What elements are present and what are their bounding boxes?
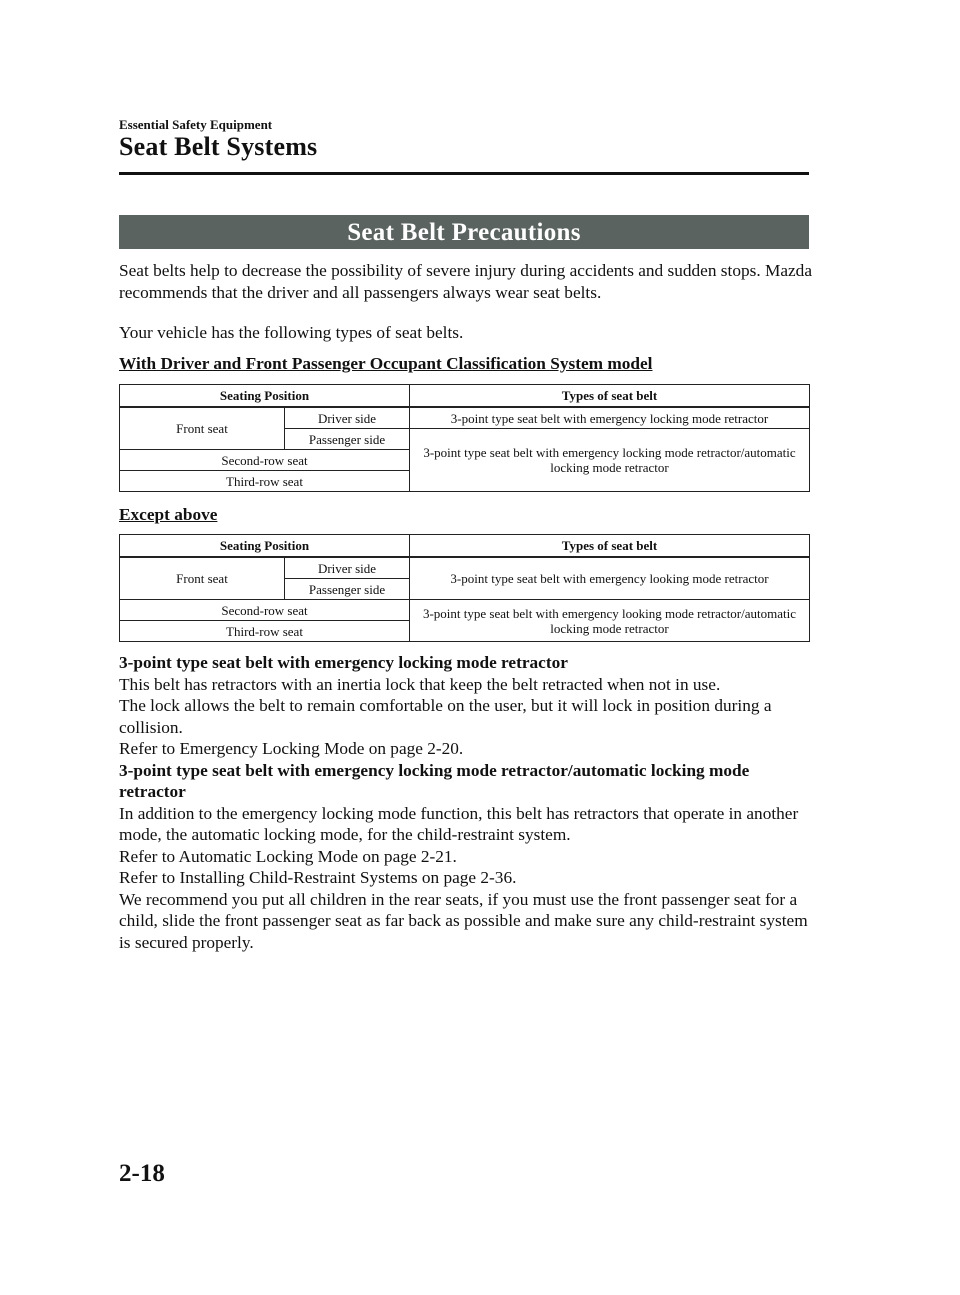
chapter-title: Seat Belt Systems — [119, 132, 318, 161]
alr-title: 3-point type seat belt with emergency locking mode retractor/automatic locking mode retractor — [119, 760, 750, 801]
body-text — [119, 652, 819, 953]
belt-type-cell: 3-point type seat belt with emergency looking mode retractor — [410, 557, 810, 600]
table-header-row — [120, 385, 810, 408]
child-restraint-reference: Refer to Installing Child-Restraint Systems on page 2-36. — [119, 868, 517, 887]
driver-side-cell: Driver side — [285, 407, 410, 429]
section-label: Essential Safety Equipment — [119, 117, 273, 132]
third-row-cell: Third-row seat — [120, 471, 410, 492]
belt-type-cell: 3-point type seat belt with emergency locking mode retractor/automatic locking mode retractor — [410, 429, 810, 492]
col-seating-position: Seating Position — [120, 535, 410, 558]
table1-heading: With Driver and Front Passenger Occupant Classification System model — [119, 354, 653, 373]
driver-side-cell: Driver side — [285, 557, 410, 579]
table-row — [120, 600, 810, 621]
section-banner: Seat Belt Precautions — [119, 215, 809, 249]
second-row-cell: Second-row seat — [120, 600, 410, 621]
elr-title: 3-point type seat belt with emergency locking mode retractor — [119, 653, 568, 672]
col-seating-position: Seating Position — [120, 385, 410, 408]
table-row — [120, 407, 810, 429]
seat-belt-table-ocs — [119, 384, 810, 492]
passenger-side-cell: Passenger side — [285, 579, 410, 600]
front-seat-cell: Front seat — [120, 407, 285, 450]
col-types-of-seat-belt: Types of seat belt — [410, 385, 810, 408]
page-number: 2-18 — [119, 1160, 165, 1187]
alr-line: In addition to the emergency locking mode function, this belt has retractors that operate in another mode, the automatic locking mode, for the child-restraint system. — [119, 803, 799, 844]
belt-type-cell: 3-point type seat belt with emergency looking mode retractor/automatic locking mode retractor — [410, 600, 810, 642]
elr-line: This belt has retractors with an inertia lock that keep the belt retracted when not in use. — [119, 674, 721, 694]
elr-line: The lock allows the belt to remain comfortable on the user, but it will lock in position during a collision. — [119, 696, 772, 737]
col-types-of-seat-belt: Types of seat belt — [410, 535, 810, 558]
second-row-cell: Second-row seat — [120, 450, 410, 471]
intro-types-line: Your vehicle has the following types of seat belts. — [119, 323, 464, 342]
belt-type-cell: 3-point type seat belt with emergency locking mode retractor — [410, 407, 810, 429]
table-row — [120, 557, 810, 579]
table-header-row — [120, 535, 810, 558]
child-seat-recommendation: We recommend you put all children in the rear seats, if you must use the front passenger seat for a child, slide the front passenger seat as far back as possible and make sure any child-restraint system is secured properly. — [119, 889, 808, 952]
seat-belt-table-standard — [119, 534, 810, 642]
third-row-cell: Third-row seat — [120, 621, 410, 642]
intro-paragraph: Seat belts help to decrease the possibility of severe injury during accidents and sudden stops. Mazda recommends that the driver and all passengers always wear seat belts. — [119, 261, 812, 302]
passenger-side-cell: Passenger side — [285, 429, 410, 450]
alr-reference: Refer to Automatic Locking Mode on page 2-21. — [119, 846, 457, 866]
front-seat-cell: Front seat — [120, 557, 285, 600]
table2-heading: Except above — [119, 505, 218, 524]
elr-reference: Refer to Emergency Locking Mode on page 2-20. — [119, 739, 464, 758]
chapter-rule — [119, 172, 809, 175]
